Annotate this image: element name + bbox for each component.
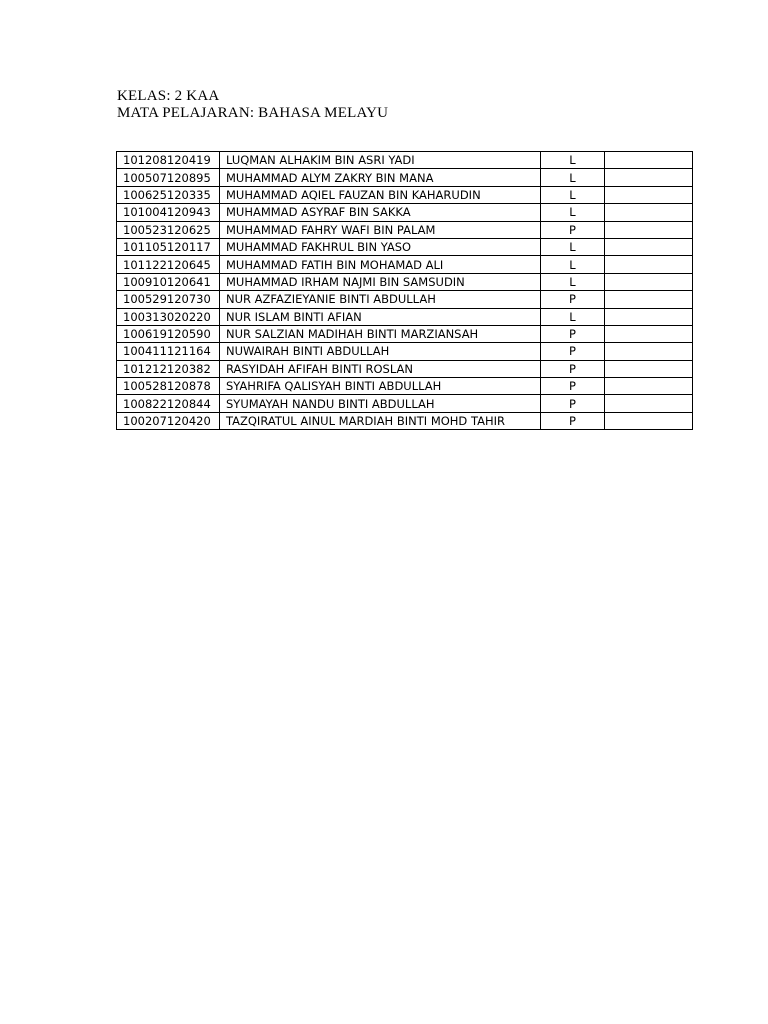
empty-cell bbox=[605, 412, 693, 429]
student-gender-cell: P bbox=[541, 325, 605, 342]
empty-cell bbox=[605, 325, 693, 342]
student-gender-cell: P bbox=[541, 291, 605, 308]
student-id-cell: 100910120641 bbox=[117, 273, 220, 290]
student-gender-cell: L bbox=[541, 152, 605, 169]
student-gender-cell: L bbox=[541, 273, 605, 290]
student-name-cell: MUHAMMAD ASYRAF BIN SAKKA bbox=[220, 204, 541, 221]
student-id-cell: 100207120420 bbox=[117, 412, 220, 429]
student-id-cell: 100528120878 bbox=[117, 378, 220, 395]
student-name-cell: MUHAMMAD FATIH BIN MOHAMAD ALI bbox=[220, 256, 541, 273]
empty-cell bbox=[605, 273, 693, 290]
student-gender-cell: P bbox=[541, 360, 605, 377]
table-row bbox=[117, 412, 693, 429]
table-row bbox=[117, 291, 693, 308]
student-gender-cell: L bbox=[541, 186, 605, 203]
table-row bbox=[117, 395, 693, 412]
table-row bbox=[117, 360, 693, 377]
student-id-cell: 101212120382 bbox=[117, 360, 220, 377]
empty-cell bbox=[605, 204, 693, 221]
table-row bbox=[117, 256, 693, 273]
empty-cell bbox=[605, 308, 693, 325]
student-gender-cell: P bbox=[541, 395, 605, 412]
student-id-cell: 100411121164 bbox=[117, 343, 220, 360]
student-name-cell: NUR ISLAM BINTI AFIAN bbox=[220, 308, 541, 325]
student-id-cell: 100529120730 bbox=[117, 291, 220, 308]
student-id-cell: 100619120590 bbox=[117, 325, 220, 342]
student-name-cell: SYAHRIFA QALISYAH BINTI ABDULLAH bbox=[220, 378, 541, 395]
student-id-cell: 100313020220 bbox=[117, 308, 220, 325]
student-id-cell: 101105120117 bbox=[117, 238, 220, 255]
student-gender-cell: L bbox=[541, 256, 605, 273]
table-row bbox=[117, 152, 693, 169]
student-gender-cell: P bbox=[541, 221, 605, 238]
empty-cell bbox=[605, 152, 693, 169]
student-gender-cell: L bbox=[541, 308, 605, 325]
student-name-cell: MUHAMMAD ALYM ZAKRY BIN MANA bbox=[220, 169, 541, 186]
student-gender-cell: L bbox=[541, 169, 605, 186]
student-id-cell: 100507120895 bbox=[117, 169, 220, 186]
table-row bbox=[117, 325, 693, 342]
table-row bbox=[117, 273, 693, 290]
student-name-cell: TAZQIRATUL AINUL MARDIAH BINTI MOHD TAHIR bbox=[220, 412, 541, 429]
student-name-cell: NUR SALZIAN MADIHAH BINTI MARZIANSAH bbox=[220, 325, 541, 342]
student-name-cell: MUHAMMAD IRHAM NAJMI BIN SAMSUDIN bbox=[220, 273, 541, 290]
empty-cell bbox=[605, 169, 693, 186]
empty-cell bbox=[605, 291, 693, 308]
table-row bbox=[117, 204, 693, 221]
table-row bbox=[117, 343, 693, 360]
empty-cell bbox=[605, 238, 693, 255]
empty-cell bbox=[605, 395, 693, 412]
student-roster-table bbox=[116, 151, 693, 430]
student-gender-cell: L bbox=[541, 204, 605, 221]
student-id-cell: 100625120335 bbox=[117, 186, 220, 203]
student-gender-cell: L bbox=[541, 238, 605, 255]
student-name-cell: LUQMAN ALHAKIM BIN ASRI YADI bbox=[220, 152, 541, 169]
empty-cell bbox=[605, 343, 693, 360]
subject-line: MATA PELAJARAN: BAHASA MELAYU bbox=[117, 105, 389, 121]
table-row bbox=[117, 169, 693, 186]
table-row bbox=[117, 186, 693, 203]
document-heading bbox=[117, 88, 388, 122]
empty-cell bbox=[605, 186, 693, 203]
student-gender-cell: P bbox=[541, 343, 605, 360]
student-name-cell: SYUMAYAH NANDU BINTI ABDULLAH bbox=[220, 395, 541, 412]
table-row bbox=[117, 221, 693, 238]
empty-cell bbox=[605, 378, 693, 395]
student-name-cell: MUHAMMAD FAHRY WAFI BIN PALAM bbox=[220, 221, 541, 238]
student-id-cell: 101122120645 bbox=[117, 256, 220, 273]
empty-cell bbox=[605, 221, 693, 238]
student-gender-cell: P bbox=[541, 378, 605, 395]
student-name-cell: MUHAMMAD AQIEL FAUZAN BIN KAHARUDIN bbox=[220, 186, 541, 203]
table-row bbox=[117, 238, 693, 255]
student-name-cell: RASYIDAH AFIFAH BINTI ROSLAN bbox=[220, 360, 541, 377]
table-row bbox=[117, 378, 693, 395]
student-id-cell: 100822120844 bbox=[117, 395, 220, 412]
student-id-cell: 101208120419 bbox=[117, 152, 220, 169]
roster-body bbox=[117, 152, 693, 430]
student-gender-cell: P bbox=[541, 412, 605, 429]
class-line: KELAS: 2 KAA bbox=[117, 88, 220, 104]
student-id-cell: 101004120943 bbox=[117, 204, 220, 221]
empty-cell bbox=[605, 360, 693, 377]
student-id-cell: 100523120625 bbox=[117, 221, 220, 238]
empty-cell bbox=[605, 256, 693, 273]
student-name-cell: MUHAMMAD FAKHRUL BIN YASO bbox=[220, 238, 541, 255]
table-row bbox=[117, 308, 693, 325]
student-name-cell: NUR AZFAZIEYANIE BINTI ABDULLAH bbox=[220, 291, 541, 308]
student-name-cell: NUWAIRAH BINTI ABDULLAH bbox=[220, 343, 541, 360]
